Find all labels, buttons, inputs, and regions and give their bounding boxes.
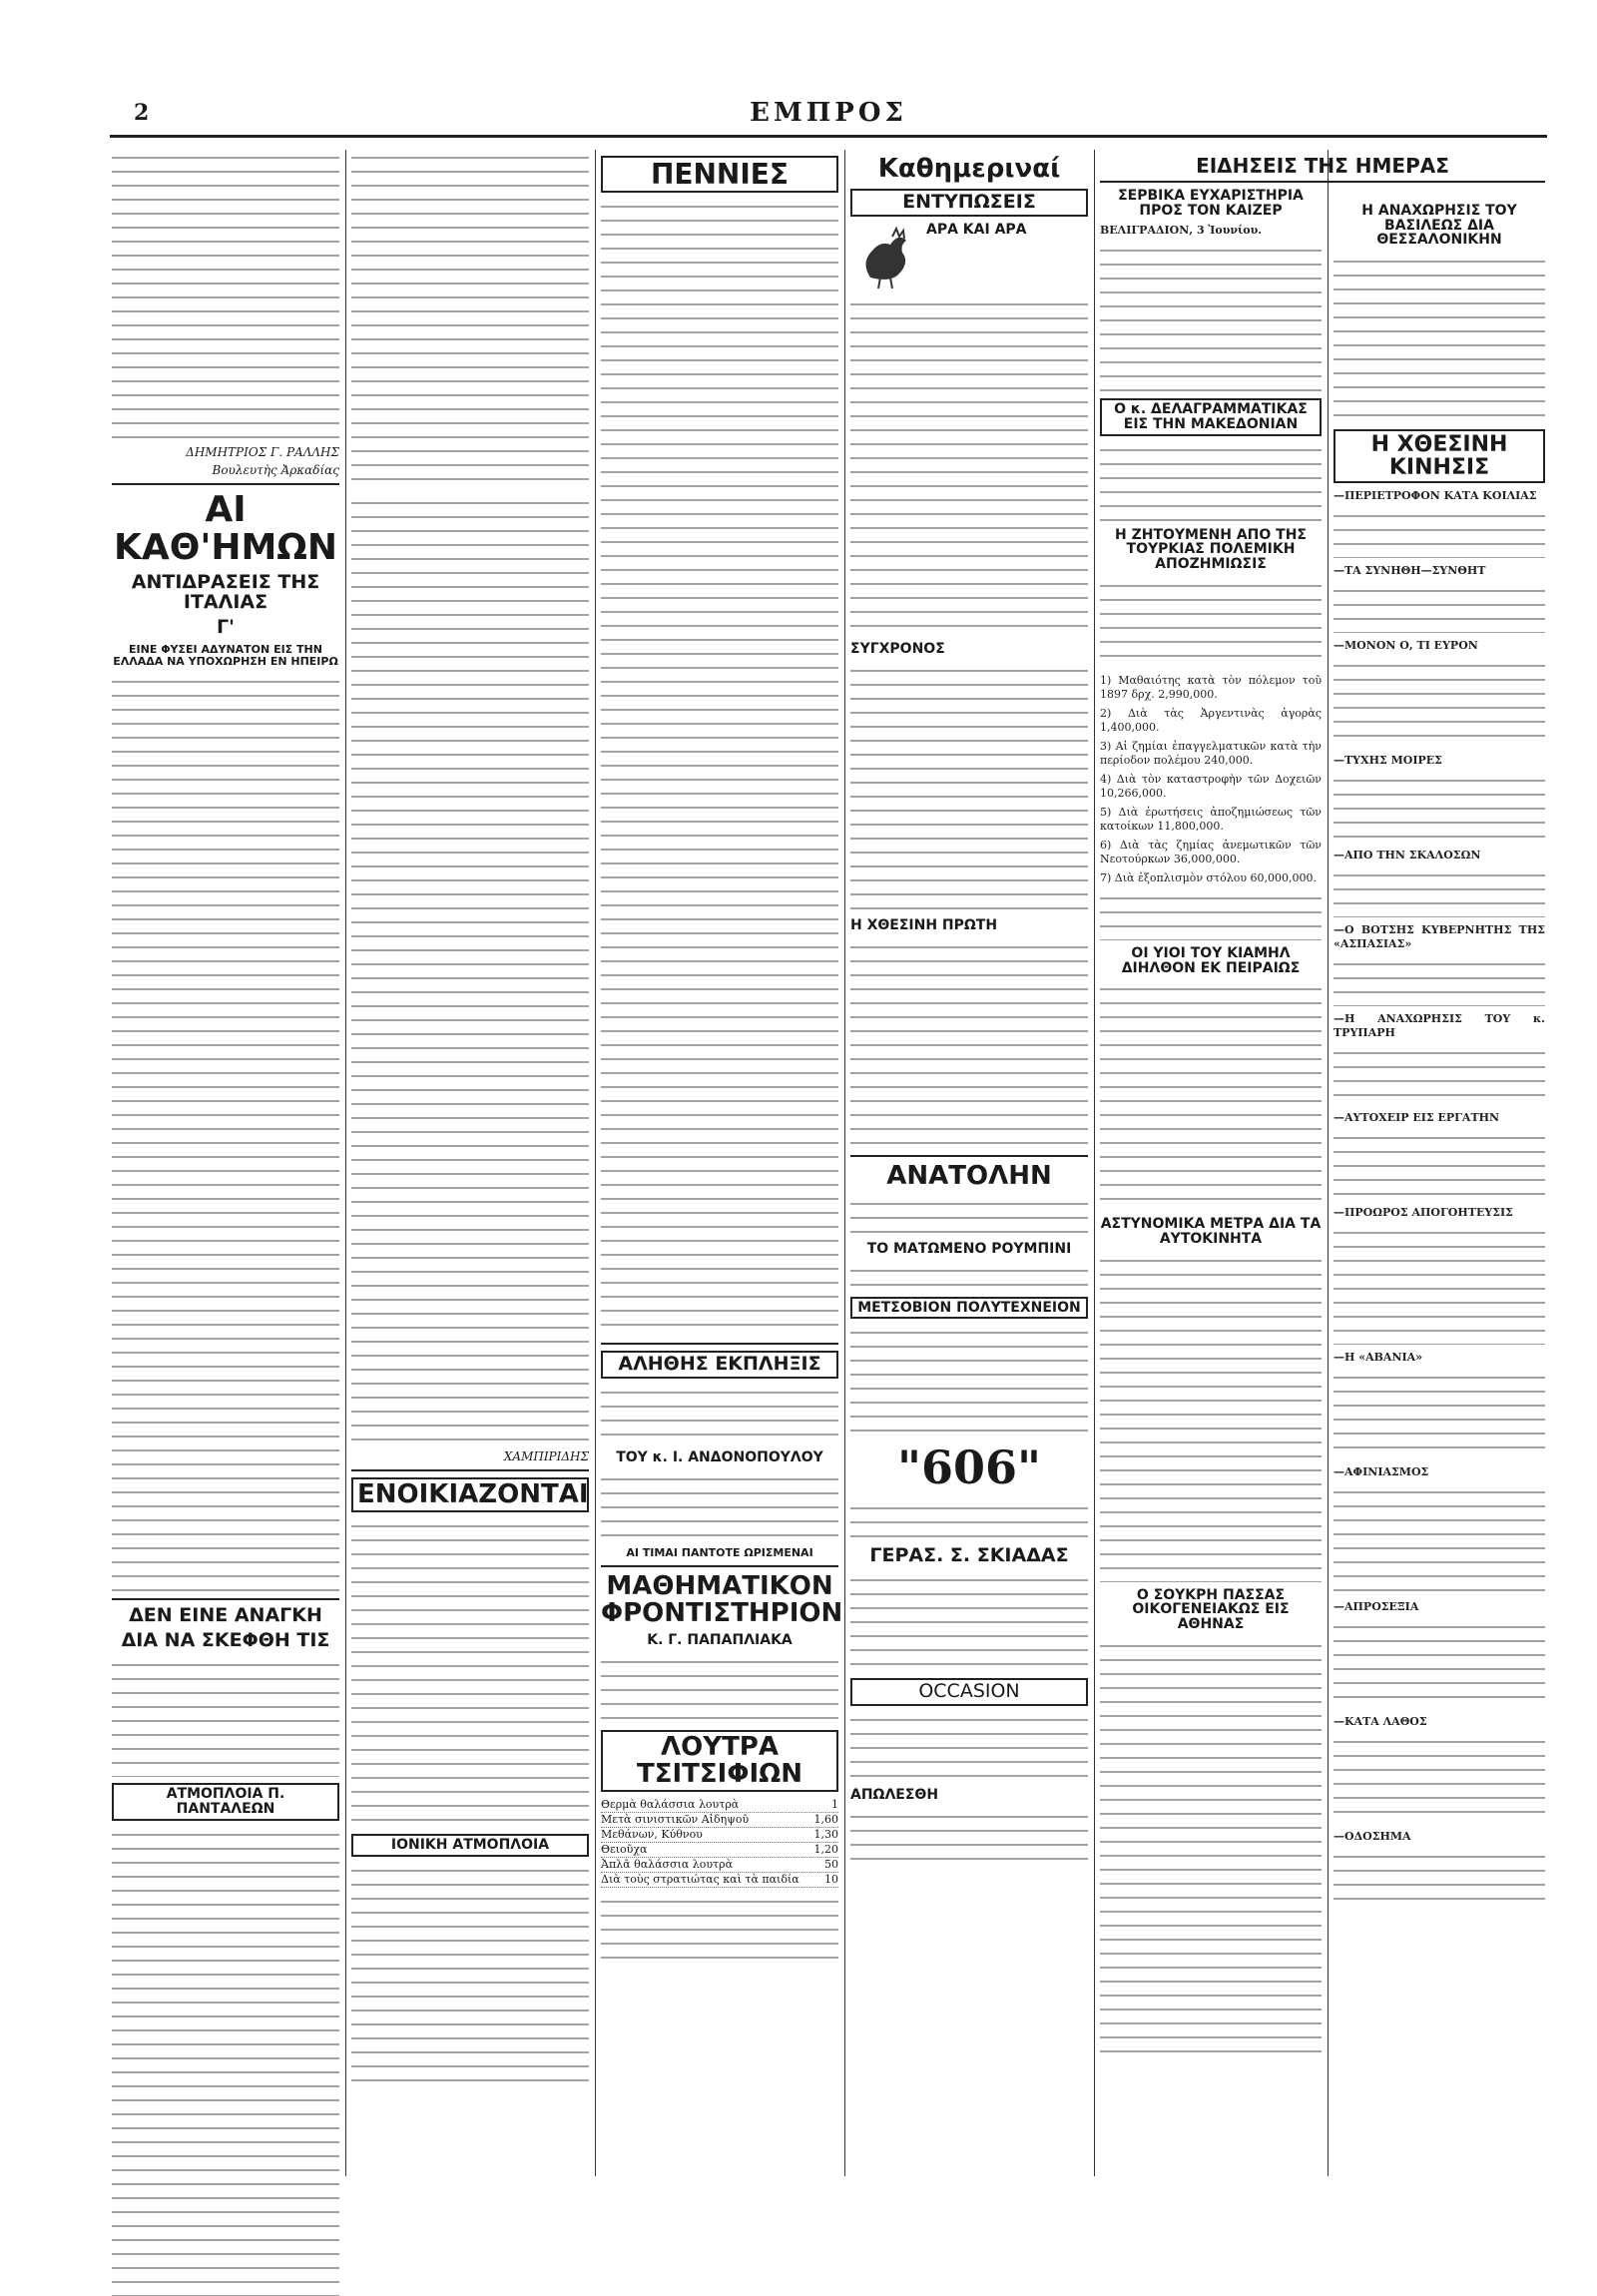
ad-headline: ΑΛΗΘΗΣ ΕΚΠΛΗΞΙΣ [601, 1351, 838, 1379]
column-3 [601, 150, 843, 2176]
price-row: Διὰ τοὺς στρατιώτας καὶ τὰ παιδία 10 [601, 1873, 838, 1887]
signature-role: Βουλευτὴς Ἀρκαδίας [212, 463, 339, 477]
ad-text [850, 1572, 1088, 1672]
headline-kicker: ΕΙΝΕ ΦΥΣΕΙ ΑΔΥΝΑΤΟΝ ΕΙΣ ΤΗΝ ΕΛΛΑΔΑ ΝΑ ΥΠΟΧΩΡΗΣΗ ΕΝ ΗΠΕΙΡΩ [113, 643, 338, 668]
list-item: 6) Διὰ τὰς ζημίας ἀνεμωτικῶν τῶν Νεοτούρκων 36,000,000. [1100, 838, 1322, 865]
ad-line: ΑΙ ΤΙΜΑΙ ΠΑΝΤΟΤΕ ΩΡΙΣΜΕΝΑΙ [626, 1546, 813, 1560]
column-1 [112, 150, 339, 2176]
article-text [1333, 254, 1545, 423]
ad-headline: ΜΑΘΗΜΑΤΙΚΟΝ ΦΡΟΝΤΙΣΤΗΡΙΟΝ [601, 1570, 843, 1628]
section-mark: Γ' [217, 616, 235, 639]
dateline: ΒΕΛΙΓΡΑΔΙΟΝ, 3 Ἰουνίου. [1100, 224, 1263, 238]
column-rule [844, 150, 845, 2176]
article-text [1333, 1849, 1545, 1909]
article-text [1100, 890, 1322, 940]
ad-subhead: Κ. Γ. ΠΑΠΑΠΛΙΑΚΑ [647, 1632, 793, 1649]
price-row: Μετὰ σινιστικῶν Αἰδηψοῦ 1,60 [601, 1813, 838, 1827]
column-rule [1094, 150, 1095, 2176]
subhead: Η ΧΘΕΣΙΝΗ ΠΡΩΤΗ [850, 916, 998, 933]
subhead: —Η ΑΝΑΧΩΡΗΣΙΣ ΤΟΥ κ. ΤΡΥΠΑΡΗ [1333, 1012, 1545, 1040]
article-text [1333, 773, 1545, 843]
divider [601, 1343, 838, 1345]
section-head: ΕΙΔΗΣΕΙΣ ΤΗΣ ΗΜΕΡΑΣ [1100, 156, 1545, 183]
article-text [1333, 1619, 1545, 1709]
subhead: —ΑΦΙΝΙΑΣΜΟΣ [1333, 1465, 1429, 1479]
ad-text [112, 1657, 339, 1777]
price-list [601, 1798, 838, 1888]
page-number: 2 [134, 100, 150, 126]
signature: ΔΗΜΗΤΡΙΟΣ Γ. ΡΑΛΛΗΣ [186, 445, 339, 459]
article-text [1333, 1045, 1545, 1105]
article-text [850, 939, 1088, 1149]
article-text [1100, 578, 1322, 668]
headline: ΜΕΤΣΟΒΙΟΝ ΠΟΛΥΤΕΧΝΕΙΟΝ [850, 1297, 1088, 1320]
article-text [1333, 658, 1545, 748]
headline: ΑΝΑΤΟΛΗΝ [886, 1160, 1052, 1191]
subhead: —ΠΕΡΙΕΤΡΟΦΟΝ ΚΑΤΑ ΚΟΙΛΙΑΣ [1333, 489, 1537, 503]
article-text [850, 296, 1088, 636]
article-text [351, 150, 589, 489]
article-text [850, 1325, 1088, 1435]
article-text [1333, 956, 1545, 1006]
article-text [1333, 867, 1545, 917]
divider [112, 483, 339, 485]
ad-text [850, 1809, 1088, 1869]
article-text [1100, 981, 1322, 1211]
divider [601, 1565, 838, 1567]
ad-headline: ΔΙΑ ΝΑ ΣΚΕΦΘΗ ΤΙΣ [121, 1629, 330, 1652]
subhead: —Η «ΑΒΑΝΙΑ» [1333, 1351, 1423, 1365]
article-text [1100, 1253, 1322, 1582]
article-text [850, 1263, 1088, 1291]
article-text [1100, 243, 1322, 392]
article-text [850, 1196, 1088, 1236]
headline: Η ΑΝΑΧΩΡΗΣΙΣ ΤΟΥ ΒΑΣΙΛΕΩΣ ΔΙΑ ΘΕΣΣΑΛΟΝΙΚΗΝ [1361, 203, 1517, 249]
ad-text [601, 1894, 838, 1964]
list-item: 7) Διὰ ἐξοπλισμὸν στόλου 60,000,000. [1100, 870, 1318, 884]
article-text [351, 495, 589, 1443]
headline-sub: ΑΝΤΙΔΡΑΣΕΙΣ ΤΗΣ ΙΤΑΛΙΑΣ [131, 570, 320, 613]
list-item: 5) Διὰ ἐρωτήσεις ἀποζημιώσεως τῶν κατοίκων 11,800,000. [1100, 805, 1322, 833]
article-text [1333, 1734, 1545, 1824]
divider [850, 1155, 1088, 1157]
column-rule [1328, 150, 1329, 2176]
list-item: 2) Διὰ τὰς Ἀργεντινὰς ἀγορὰς 1,400,000. [1100, 706, 1322, 734]
indemnity-list [1100, 674, 1322, 885]
subhead: —ΑΠΡΟΣΕΞΙΑ [1333, 1600, 1419, 1614]
column-rule [345, 150, 346, 2176]
ad-text [601, 1385, 838, 1444]
subhead: —ΠΡΟΩΡΟΣ ΑΠΟΓΟΗΤΕΥΣΙΣ [1333, 1206, 1513, 1220]
section-head: Η ΧΘΕΣΙΝΗ ΚΙΝΗΣΙΣ [1333, 429, 1545, 483]
column-rule [595, 150, 596, 2176]
ad-text [601, 1654, 838, 1724]
article-text [601, 199, 838, 1337]
price-row: Μεθάνων, Κύθνου 1,30 [601, 1828, 838, 1842]
paper-name: ΕΜΠΡΟΣ [750, 98, 907, 128]
ad-headline: ΔΕΝ ΕΙΝΕ ΑΝΑΓΚΗ [129, 1603, 322, 1626]
rooster-icon [850, 223, 920, 292]
headline: Ο κ. ΔΕΛΑΓΡΑΜΜΑΤΙΚΑΣ ΕΙΣ ΤΗΝ ΜΑΚΕΔΟΝΙΑΝ [1100, 398, 1322, 435]
article-text [112, 674, 339, 1592]
subhead: —ΑΥΤΟΧΕΙΡ ΕΙΣ ΕΡΓΑΤΗΝ [1333, 1111, 1500, 1125]
column-2 [351, 150, 589, 2176]
masthead [110, 98, 1547, 138]
ad-headline: ΕΝΟΙΚΙΑΖΟΝΤΑΙ [351, 1477, 589, 1512]
ad-text [351, 1863, 589, 2092]
headline: ΟΙ ΥΙΟΙ ΤΟΥ ΚΙΑΜΗΛ ΔΙΗΛΘΟΝ ΕΚ ΠΕΙΡΑΙΩΣ [1121, 944, 1301, 976]
article-text [850, 663, 1088, 912]
article-text [1333, 508, 1545, 558]
subhead: —ΟΔΟΣΗΜΑ [1333, 1830, 1411, 1844]
ad-headline: ΤΟΥ κ. Ι. ΑΝΔΟΝΟΠΟΥΛΟΥ [616, 1449, 823, 1466]
headline: Ο ΣΟΥΚΡΗ ΠΑΣΣΑΣ ΟΙΚΟΓΕΝΕΙΑΚΩΣ ΕΙΣ ΑΘΗΝΑΣ [1132, 1586, 1290, 1632]
ad-headline: ΙΟΝΙΚΗ ΑΤΜΟΠΛΟΙΑ [351, 1834, 589, 1857]
subhead: —ΜΟΝΟΝ Ο, ΤΙ ΕΥΡΟΝ [1333, 639, 1478, 653]
ad-text [112, 1827, 339, 2296]
divider [112, 1598, 339, 1600]
subhead: ΑΡΑ ΚΑΙ ΑΡΑ [926, 222, 1027, 239]
ad-badge: "606" [897, 1440, 1041, 1495]
ad-headline: ΑΤΜΟΠΛΟΙΑ Π. ΠΑΝΤΑΛΕΩΝ [112, 1783, 339, 1820]
subhead: —ΑΠΟ ΤΗΝ ΣΚΑΛΟΣΩΝ [1333, 849, 1481, 862]
ad-text [850, 1712, 1088, 1782]
column-4 [850, 150, 1088, 2176]
article-text [1333, 1130, 1545, 1200]
section-head: Καθημεριναί [877, 154, 1061, 184]
article-text [1100, 442, 1322, 522]
section-head: ΠΕΝΝΙΕΣ [601, 156, 838, 193]
ad-text [850, 1500, 1088, 1540]
list-item: 3) Αἰ ζημίαι ἐπαγγελματικῶν κατὰ τὴν περίοδον πολέμου 240,000. [1100, 739, 1322, 767]
ad-headline: ΓΕΡΑΣ. Σ. ΣΚΙΑΔΑΣ [869, 1544, 1069, 1567]
headline: ΑΣΤΥΝΟΜΙΚΑ ΜΕΤΡΑ ΔΙΑ ΤΑ ΑΥΤΟΚΙΝΗΤΑ [1100, 1216, 1322, 1247]
article-text [112, 150, 339, 439]
column-6 [1333, 198, 1545, 2176]
subhead: —ΚΑΤΑ ΛΑΘΟΣ [1333, 1715, 1427, 1729]
movement-list [1333, 489, 1545, 1909]
subhead: —Ο ΒΟΤΣΗΣ ΚΥΒΕΡΝΗΤΗΣ ΤΗΣ «ΑΣΠΑΣΙΑΣ» [1333, 923, 1545, 951]
ad-text [601, 1471, 838, 1541]
ad-text [351, 1518, 589, 1828]
article-text [1100, 1638, 1322, 2057]
signature: ΧΑΜΠΙΡΙΔΗΣ [503, 1449, 589, 1463]
price-row: Θειοῦχα 1,20 [601, 1843, 838, 1857]
ad-headline: OCCASION [850, 1678, 1088, 1706]
ad-headline: ΛΟΥΤΡΑ ΤΣΙΤΣΙΦΙΩΝ [601, 1730, 838, 1793]
price-row: Ἀπλᾶ θαλάσσια λουτρὰ 50 [601, 1858, 838, 1872]
headline: ΤΟ ΜΑΤΩΜΕΝΟ ΡΟΥΜΠΙΝΙ [866, 1240, 1072, 1257]
headline: ΣΕΡΒΙΚΑ ΕΥΧΑΡΙΣΤΗΡΙΑ ΠΡΟΣ ΤΟΝ ΚΑΙΖΕΡ [1118, 188, 1304, 219]
list-item: 4) Διὰ τὸν καταστροφὴν τῶν Δοχειῶν 10,266,000. [1100, 772, 1322, 800]
subhead: ΣΥΓΧΡΟΝΟΣ [850, 641, 945, 658]
headline-main: ΑΙ ΚΑΘ'ΗΜΩΝ [113, 489, 338, 568]
headline: Η ΖΗΤΟΥΜΕΝΗ ΑΠΟ ΤΗΣ ΤΟΥΡΚΙΑΣ ΠΟΛΕΜΙΚΗ ΑΠΟΖΗΜΙΩΣΙΣ [1114, 526, 1307, 573]
divider [351, 1469, 589, 1471]
article-text [1333, 1225, 1545, 1345]
article-text [1333, 583, 1545, 633]
article-text [1333, 1484, 1545, 1594]
subhead: —ΤΑ ΣΥΝΗΘΗ—ΣΥΝΘΗΤ [1333, 564, 1486, 578]
subhead: —ΤΥΧΗΣ ΜΟΙΡΕΣ [1333, 754, 1442, 768]
price-row: Θερμὰ θαλάσσια λουτρὰ 1 [601, 1798, 838, 1812]
article-text [1333, 1370, 1545, 1459]
ad-headline: ΑΠΩΛΕΣΘΗ [850, 1787, 939, 1804]
section-head: ΕΝΤΥΠΩΣΕΙΣ [850, 189, 1088, 217]
list-item: 1) Μαθαιότης κατὰ τὸν πόλεμον τοῦ 1897 δρχ. 2,990,000. [1100, 673, 1322, 701]
